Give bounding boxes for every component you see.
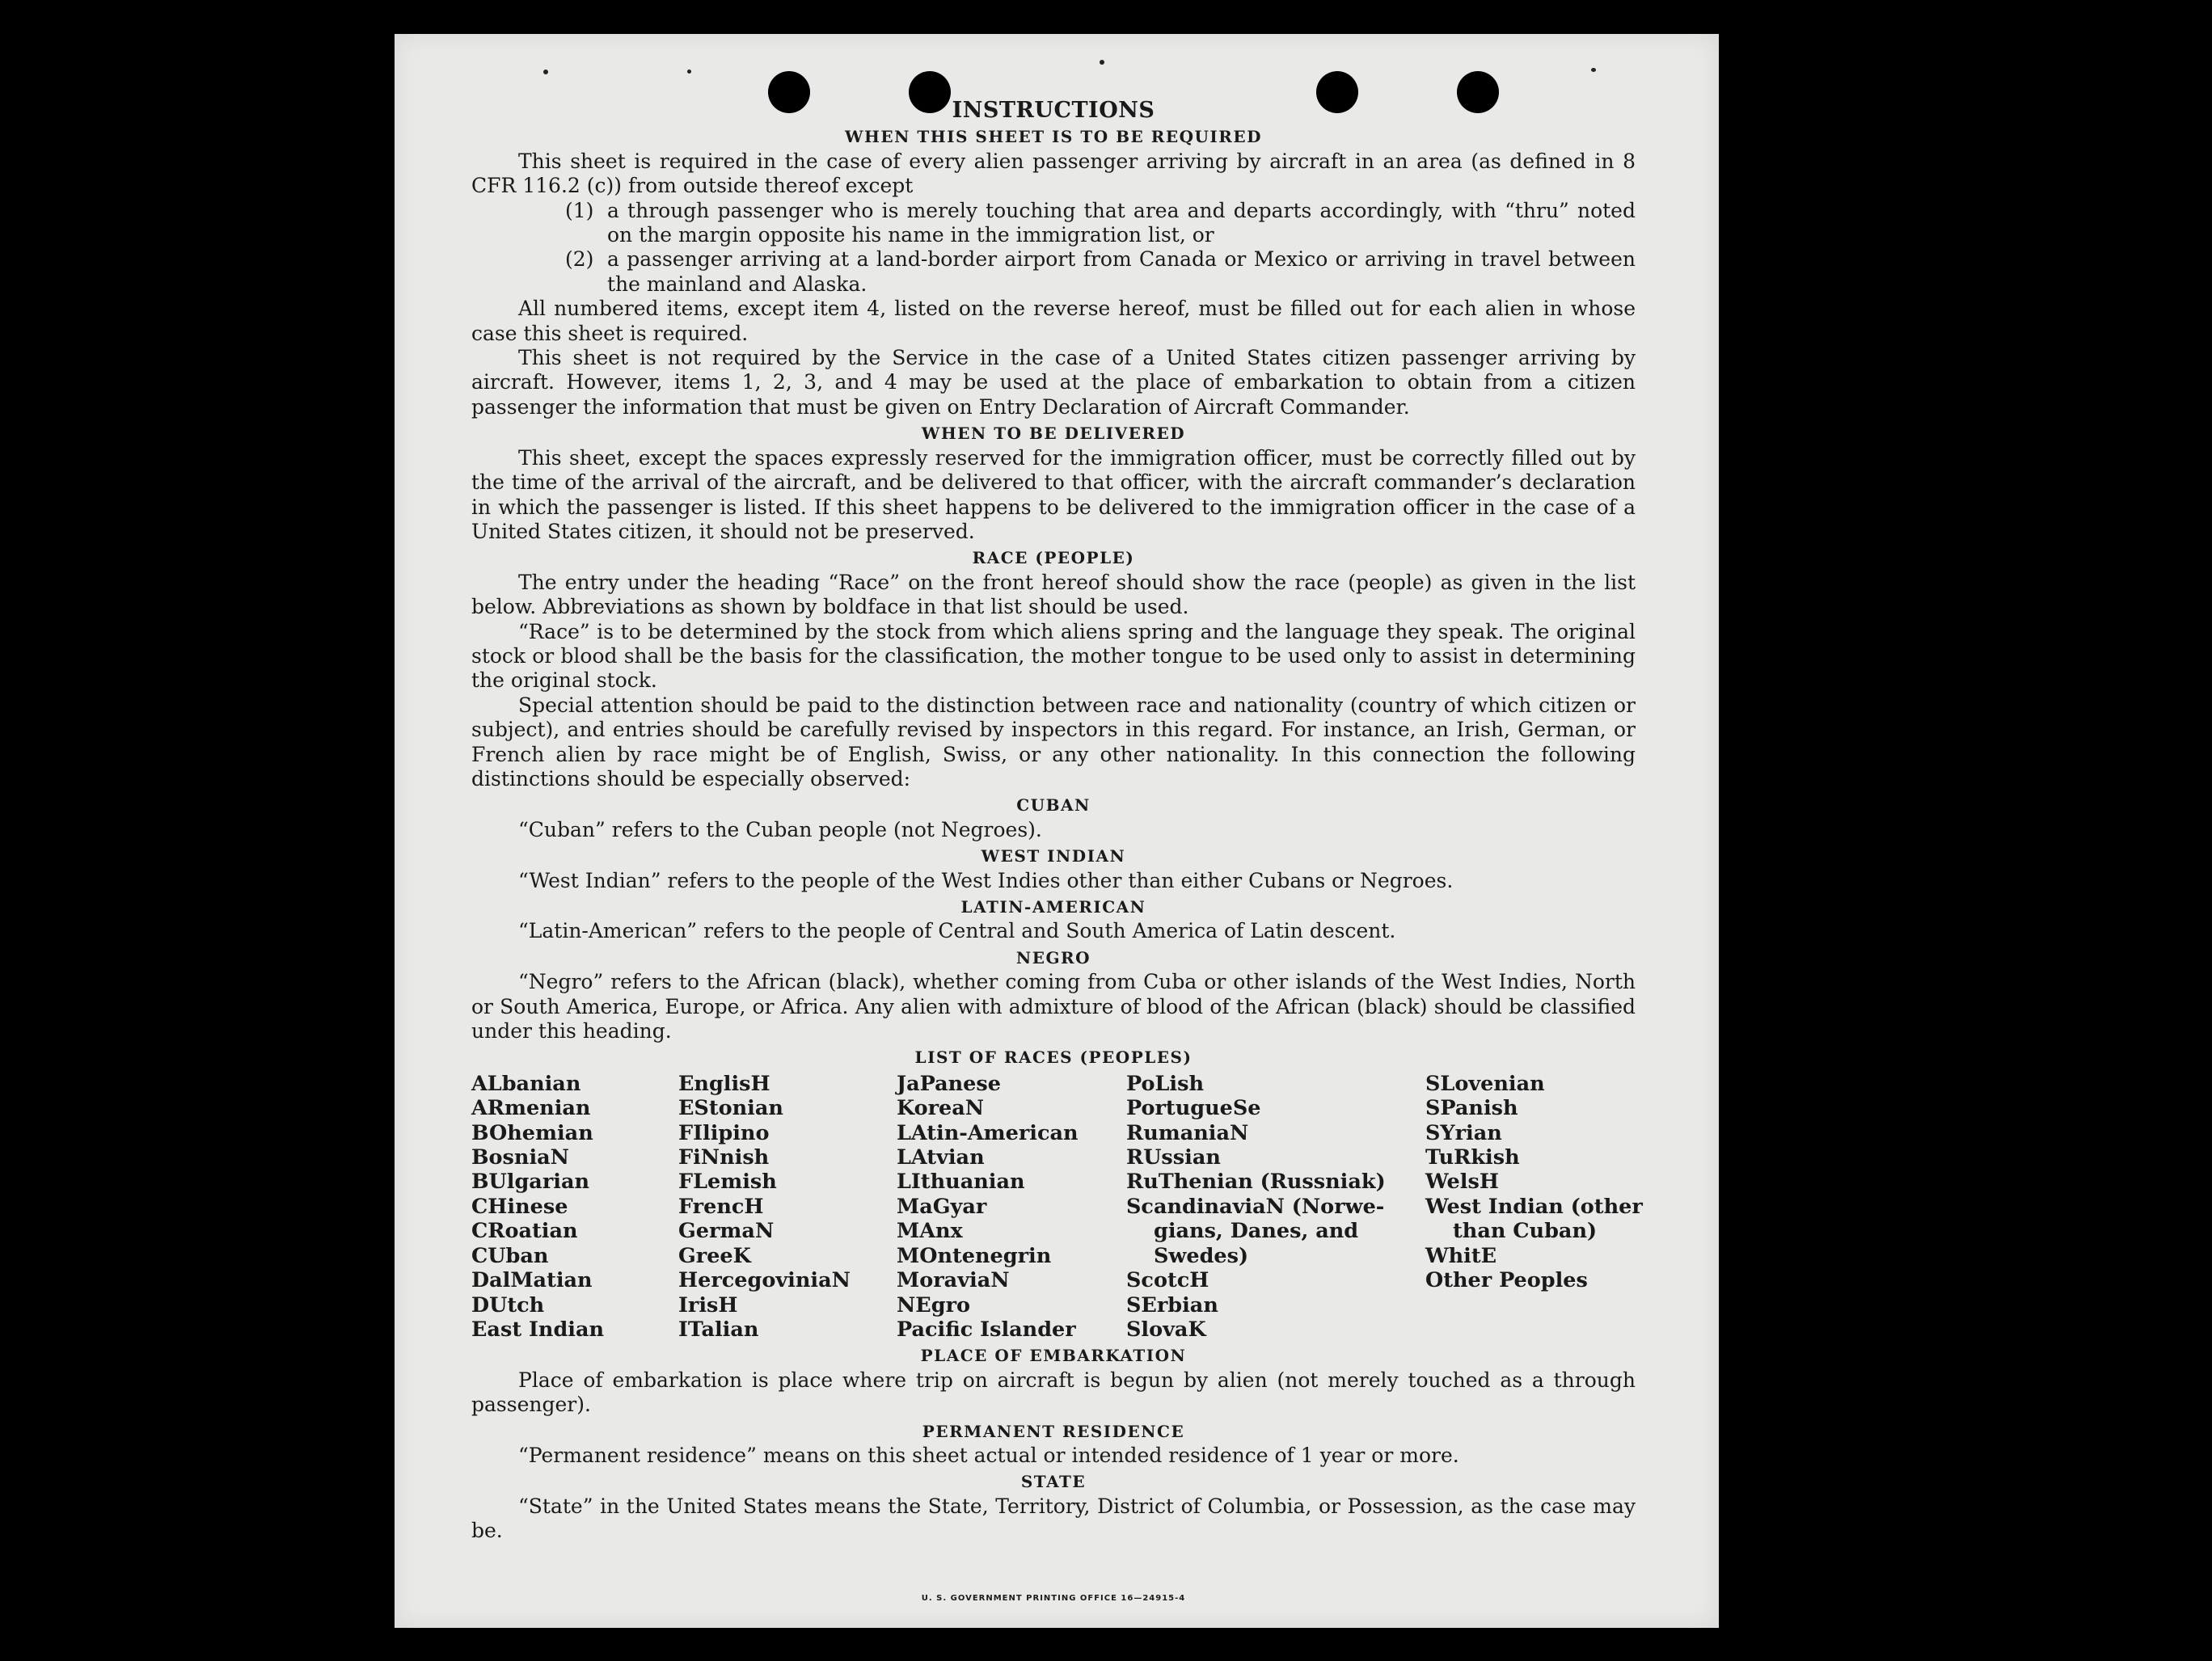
paragraph: All numbered items, except item 4, listed on the reverse hereof, must be filled out for each alien in whose case this sheet is required.	[471, 297, 1636, 345]
race-entry: FiNnish	[678, 1145, 770, 1170]
race-entry: MaGyar	[897, 1194, 987, 1219]
race-entry: ITalian	[678, 1317, 759, 1342]
speck	[687, 70, 691, 74]
section-heading: STATE	[1020, 1472, 1087, 1492]
paragraph: The entry under the heading “Race” on the front hereof should show the race (people) as given in the list below. Abbreviations as shown by boldface in that list should be used.	[471, 570, 1636, 619]
race-entry: RuThenian (Russniak)	[1126, 1170, 1386, 1195]
section-heading: NEGRO	[1015, 947, 1091, 968]
paragraph: “Permanent residence” means on this sheet actual or intended residence of 1 year or more.	[518, 1443, 1459, 1467]
race-entry: West Indian (other	[1425, 1194, 1643, 1219]
list-item	[565, 199, 1636, 248]
race-entry: MAnx	[897, 1219, 963, 1244]
speck	[543, 70, 548, 74]
section-heading: PLACE OF EMBARKATION	[920, 1346, 1187, 1366]
race-entry: SYrian	[1425, 1120, 1502, 1145]
paragraph: This sheet is required in the case of every alien passenger arriving by aircraft in an area (as defined in 8 CFR 116.2 (c)) from outside thereof except	[471, 149, 1636, 198]
section-heading: PERMANENT RESIDENCE	[922, 1421, 1185, 1441]
race-entry: SErbian	[1126, 1292, 1218, 1317]
item-text: a passenger arriving at a land-border airport from Canada or Mexico or arriving in travel between the mainland and Alaska.	[607, 247, 1636, 296]
paragraph: “Cuban” refers to the Cuban people (not Negroes).	[518, 817, 1042, 841]
paragraph: Special attention should be paid to the distinction between race and nationality (country of which citizen or subject), and entries should be carefully revised by inspectors in this regard. For instance, an Irish, German, or French alien by race might be of English, Swiss, or any other nationality. In this connection the following distinctions should be especially observed:	[471, 693, 1636, 790]
race-entry: BUlgarian	[471, 1170, 590, 1195]
section-heading: LIST OF RACES (PEOPLES)	[914, 1048, 1193, 1068]
race-entry: EStonian	[678, 1096, 783, 1121]
section-heading: WHEN TO BE DELIVERED	[921, 424, 1186, 444]
paragraph: “Negro” refers to the African (black), whether coming from Cuba or other islands of the West Indies, North or South America, Europe, or Africa. Any alien with admixture of blood of the African (black) should be classified under this heading.	[471, 970, 1636, 1043]
race-entry: RumaniaN	[1126, 1120, 1249, 1145]
race-entry: LIthuanian	[897, 1170, 1025, 1195]
race-entry: FLemish	[678, 1170, 777, 1195]
race-entry: KoreaN	[897, 1096, 985, 1121]
race-entry: ScandinaviaN (Norwe-	[1126, 1194, 1385, 1219]
race-entry: BosniaN	[471, 1145, 569, 1170]
section-heading: LATIN-AMERICAN	[960, 897, 1146, 917]
speck	[1591, 68, 1596, 72]
race-entry: TuRkish	[1425, 1145, 1520, 1170]
race-entry: Pacific Islander	[897, 1317, 1076, 1342]
race-entry: HercegoviniaN	[678, 1268, 851, 1293]
paragraph: “Race” is to be determined by the stock from which aliens spring and the language they speak. The original stock or blood shall be the basis for the classification, the mother tongue to be used only to assist in determining the original stock.	[471, 619, 1636, 693]
printer-imprint: U. S. GOVERNMENT PRINTING OFFICE 16—24915-4	[921, 1594, 1186, 1603]
race-entry: IrisH	[678, 1292, 738, 1317]
race-entry: NEgro	[897, 1292, 971, 1317]
race-entry: RUssian	[1126, 1145, 1221, 1170]
race-entry: CRoatian	[471, 1219, 578, 1244]
document-title: INSTRUCTIONS	[952, 98, 1155, 123]
race-column	[1126, 1072, 1425, 1342]
race-column	[471, 1072, 678, 1342]
race-entry: SPanish	[1425, 1096, 1518, 1121]
race-entry: WelsH	[1425, 1170, 1499, 1195]
race-entry: Other Peoples	[1425, 1268, 1588, 1293]
race-entry: DUtch	[471, 1292, 545, 1317]
race-entry: CUban	[471, 1243, 549, 1268]
race-column	[678, 1072, 897, 1342]
race-entry: GreeK	[678, 1243, 751, 1268]
race-entry: WhitE	[1425, 1243, 1497, 1268]
race-entry: GermaN	[678, 1219, 775, 1244]
race-entry: BOhemian	[471, 1120, 593, 1145]
item-number: (1)	[565, 198, 594, 222]
paragraph: This sheet is not required by the Service in the case of a United States citizen passenger arriving by aircraft. However, items 1, 2, 3, and 4 may be used at the place of embarkation to obtain from a citizen passenger the information that must be given on Entry Declaration of Aircraft Commander.	[471, 346, 1636, 419]
list-item	[565, 247, 1636, 297]
race-column	[897, 1072, 1126, 1342]
race-entry: ARmenian	[471, 1096, 591, 1121]
race-entry: MoraviaN	[897, 1268, 1010, 1293]
document-page	[395, 34, 1719, 1628]
paragraph: “West Indian” refers to the people of the West Indies other than either Cubans or Negroes.	[518, 868, 1454, 892]
section-heading: CUBAN	[1016, 795, 1091, 816]
paragraph: “Latin-American” refers to the people of Central and South America of Latin descent.	[518, 919, 1396, 943]
race-list	[471, 1071, 1643, 1342]
paragraph: This sheet, except the spaces expressly reserved for the immigration officer, must be correctly filled out by the time of the arrival of the aircraft, and be delivered to that officer, with the aircraft commander’s declaration in which the passenger is listed. If this sheet happens to be delivered to the immigration officer in the case of a United States citizen, it should not be preserved.	[471, 445, 1636, 543]
race-entry: FrencH	[678, 1194, 764, 1219]
race-entry: CHinese	[471, 1194, 568, 1219]
race-entry: MOntenegrin	[897, 1243, 1052, 1268]
race-entry: SLovenian	[1425, 1071, 1545, 1096]
race-entry: PortugueSe	[1126, 1096, 1261, 1121]
race-entry: LAtin-American	[897, 1120, 1079, 1145]
race-entry: East Indian	[471, 1317, 605, 1342]
section-heading: WHEN THIS SHEET IS TO BE REQUIRED	[845, 127, 1262, 147]
race-column	[1425, 1071, 1643, 1342]
speck	[1100, 60, 1104, 65]
race-entry: ALbanian	[471, 1071, 581, 1096]
section-heading: RACE (PEOPLE)	[972, 548, 1135, 568]
race-entry: ScotcH	[1126, 1268, 1209, 1293]
race-entry: SlovaK	[1126, 1317, 1206, 1342]
race-entry: LAtvian	[897, 1145, 985, 1170]
document-body	[471, 98, 1643, 1544]
race-entry-continued: Swedes)	[1154, 1243, 1249, 1268]
race-entry: EnglisH	[678, 1071, 770, 1096]
race-entry: DalMatian	[471, 1268, 593, 1293]
paragraph: Place of embarkation is place where trip on aircraft is begun by alien (not merely touched as a through passenger).	[471, 1368, 1636, 1417]
race-entry: PoLish	[1126, 1071, 1205, 1096]
race-entry-continued: gians, Danes, and	[1154, 1219, 1359, 1244]
paragraph: “State” in the United States means the State, Territory, District of Columbia, or Possession, as the case may be.	[471, 1494, 1636, 1543]
race-entry-continued: than Cuban)	[1453, 1219, 1598, 1244]
item-number: (2)	[565, 247, 594, 272]
section-heading: WEST INDIAN	[981, 846, 1126, 866]
race-entry: FIlipino	[678, 1120, 770, 1145]
item-text: a through passenger who is merely touching that area and departs accordingly, with “thru” noted on the margin opposite his name in the immigration list, or	[607, 198, 1636, 247]
race-entry: JaPanese	[897, 1071, 1001, 1096]
